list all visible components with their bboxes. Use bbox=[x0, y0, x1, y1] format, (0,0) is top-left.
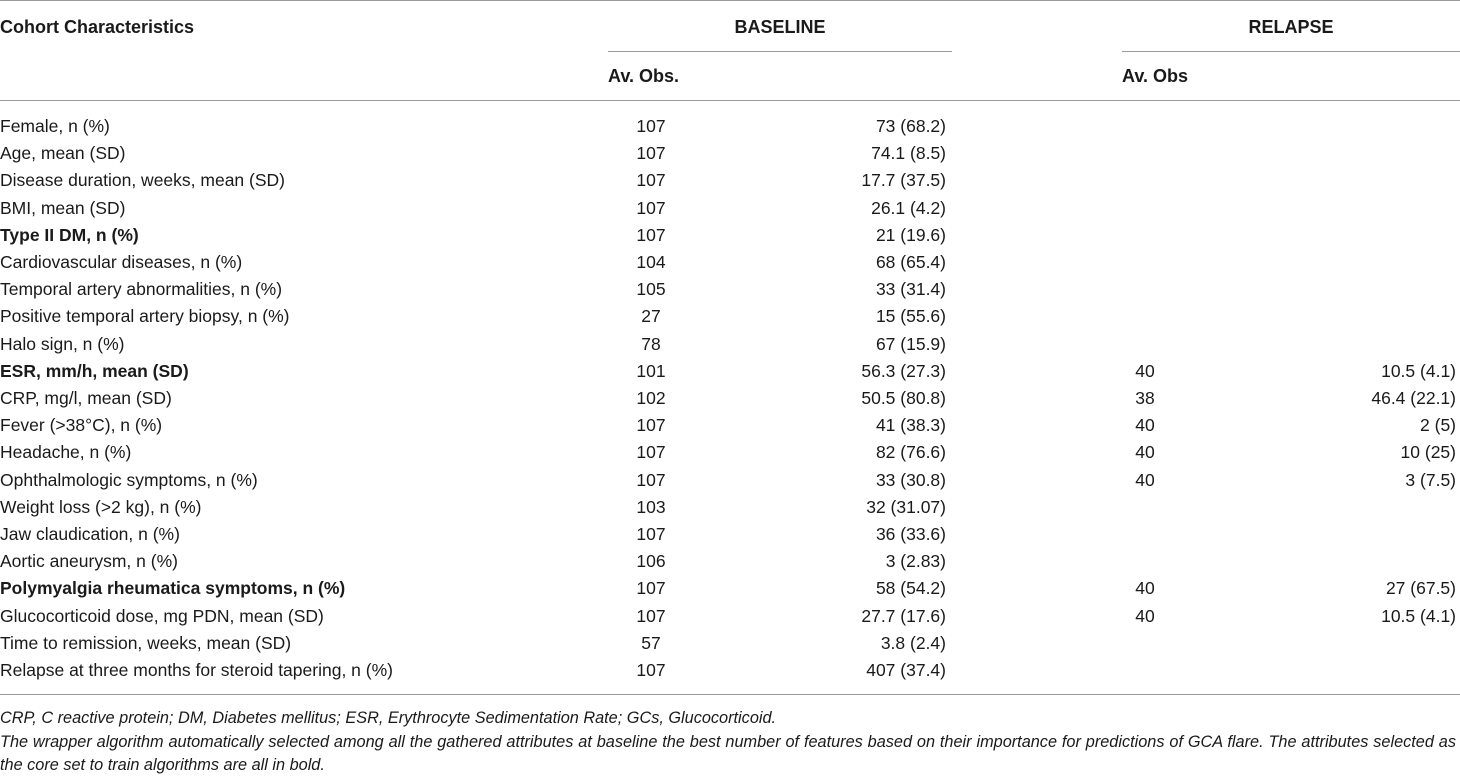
relapse-obs-cell: 40 bbox=[1135, 415, 1155, 436]
baseline-obs-cell: 107 bbox=[636, 170, 666, 191]
top-rule bbox=[0, 0, 1460, 1]
baseline-value-cell: 407 (37.4) bbox=[866, 660, 946, 680]
baseline-value-cell: 33 (30.8) bbox=[875, 469, 946, 490]
row-label: BMI, mean (SD) bbox=[0, 197, 126, 218]
baseline-obs-cell: 107 bbox=[636, 224, 666, 245]
baseline-value-cell: 21 (19.6) bbox=[875, 224, 946, 245]
header-characteristics: Cohort Characteristics bbox=[0, 17, 195, 37]
baseline-obs-cell: 104 bbox=[636, 252, 666, 272]
baseline-obs-cell: 107 bbox=[636, 415, 666, 436]
header-baseline: BASELINE bbox=[734, 17, 826, 37]
footnote-description: The wrapper algorithm automatically selected among all the gathered attributes at baseline the best number of features based on their importance for predictions of GCA flare. The attributes selected as the core set to train algorithms are all in bold. bbox=[0, 733, 1456, 774]
baseline-value-cell: 74.1 (8.5) bbox=[871, 143, 946, 164]
row-label: Polymyalgia rheumatica symptoms, n (%) bbox=[0, 578, 346, 599]
row-label: Ophthalmologic symptoms, n (%) bbox=[0, 469, 258, 490]
baseline-obs-cell: 107 bbox=[636, 524, 666, 544]
row-label: Halo sign, n (%) bbox=[0, 333, 125, 354]
baseline-obs-cell: 107 bbox=[636, 469, 666, 490]
row-label: CRP, mg/l, mean (SD) bbox=[0, 388, 172, 408]
baseline-obs-cell: 106 bbox=[636, 551, 666, 572]
relapse-value-cell: 10.5 (4.1) bbox=[1381, 360, 1456, 381]
row-label: Age, mean (SD) bbox=[0, 143, 126, 164]
baseline-value-cell: 32 (31.07) bbox=[866, 496, 946, 517]
baseline-obs-cell: 102 bbox=[636, 388, 666, 408]
row-label: Positive temporal artery biopsy, n (%) bbox=[0, 306, 290, 327]
relapse-value-cell: 10 (25) bbox=[1400, 442, 1456, 463]
row-label: Female, n (%) bbox=[0, 116, 110, 136]
baseline-value-cell: 73 (68.2) bbox=[875, 116, 946, 136]
row-label: Cardiovascular diseases, n (%) bbox=[0, 252, 243, 272]
table-bottom-rule bbox=[0, 694, 1460, 695]
relapse-value-cell: 3 (7.5) bbox=[1405, 469, 1456, 490]
baseline-value-cell: 36 (33.6) bbox=[875, 524, 946, 544]
baseline-span-rule bbox=[608, 51, 952, 52]
baseline-obs-cell: 57 bbox=[641, 632, 661, 653]
baseline-obs-cell: 107 bbox=[636, 605, 666, 626]
header-relapse-obs: Av. Obs bbox=[1122, 66, 1189, 86]
baseline-obs-cell: 105 bbox=[636, 279, 666, 300]
baseline-value-cell: 67 (15.9) bbox=[875, 333, 946, 354]
relapse-value-cell: 27 (67.5) bbox=[1385, 578, 1456, 599]
baseline-value-cell: 82 (76.6) bbox=[875, 442, 946, 463]
row-label: Jaw claudication, n (%) bbox=[0, 524, 180, 544]
header-baseline-obs: Av. Obs. bbox=[608, 66, 680, 86]
row-label: ESR, mm/h, mean (SD) bbox=[0, 360, 189, 381]
row-label: Type II DM, n (%) bbox=[0, 224, 139, 245]
baseline-obs-cell: 107 bbox=[636, 578, 666, 599]
baseline-obs-cell: 78 bbox=[641, 333, 661, 354]
row-label: Headache, n (%) bbox=[0, 442, 132, 463]
baseline-obs-cell: 103 bbox=[636, 496, 666, 517]
baseline-value-cell: 3.8 (2.4) bbox=[880, 632, 946, 653]
relapse-obs-cell: 38 bbox=[1135, 388, 1155, 408]
row-label: Time to remission, weeks, mean (SD) bbox=[0, 632, 292, 653]
baseline-obs-cell: 101 bbox=[636, 360, 666, 381]
baseline-obs-cell: 107 bbox=[636, 116, 666, 136]
baseline-value-cell: 41 (38.3) bbox=[875, 415, 946, 436]
row-label: Relapse at three months for steroid tapering, n (%) bbox=[0, 660, 393, 680]
relapse-obs-cell: 40 bbox=[1135, 578, 1155, 599]
relapse-value-cell: 2 (5) bbox=[1420, 415, 1456, 436]
relapse-obs-cell: 40 bbox=[1135, 442, 1155, 463]
relapse-obs-cell: 40 bbox=[1135, 469, 1155, 490]
baseline-value-cell: 15 (55.6) bbox=[875, 306, 946, 327]
baseline-obs-cell: 107 bbox=[636, 143, 666, 164]
footnote-abbreviations: CRP, C reactive protein; DM, Diabetes mellitus; ESR, Erythrocyte Sedimentation Rate; GCs, Glucocorticoid. bbox=[0, 709, 777, 727]
baseline-value-cell: 3 (2.83) bbox=[885, 551, 946, 572]
baseline-obs-cell: 27 bbox=[641, 306, 661, 327]
baseline-value-cell: 17.7 (37.5) bbox=[861, 170, 946, 191]
relapse-obs-cell: 40 bbox=[1135, 605, 1155, 626]
row-label: Aortic aneurysm, n (%) bbox=[0, 551, 178, 572]
baseline-obs-cell: 107 bbox=[636, 197, 666, 218]
relapse-span-rule bbox=[1122, 51, 1460, 52]
baseline-value-cell: 27.7 (17.6) bbox=[861, 605, 946, 626]
header-bottom-rule bbox=[0, 100, 1460, 101]
row-label: Disease duration, weeks, mean (SD) bbox=[0, 170, 285, 191]
row-label: Fever (>38°C), n (%) bbox=[0, 415, 163, 436]
baseline-value-cell: 56.3 (27.3) bbox=[861, 360, 946, 381]
baseline-value-cell: 50.5 (80.8) bbox=[861, 388, 946, 408]
baseline-value-cell: 58 (54.2) bbox=[875, 578, 946, 599]
relapse-value-cell: 46.4 (22.1) bbox=[1371, 388, 1456, 408]
relapse-value-cell: 10.5 (4.1) bbox=[1381, 605, 1456, 626]
row-label: Temporal artery abnormalities, n (%) bbox=[0, 279, 283, 300]
baseline-value-cell: 68 (65.4) bbox=[875, 252, 946, 272]
relapse-obs-cell: 40 bbox=[1135, 360, 1155, 381]
header-relapse: RELAPSE bbox=[1248, 17, 1334, 37]
row-label: Weight loss (>2 kg), n (%) bbox=[0, 496, 202, 517]
baseline-obs-cell: 107 bbox=[636, 442, 666, 463]
row-label: Glucocorticoid dose, mg PDN, mean (SD) bbox=[0, 605, 324, 626]
baseline-obs-cell: 107 bbox=[636, 660, 666, 680]
baseline-value-cell: 33 (31.4) bbox=[875, 279, 946, 300]
baseline-value-cell: 26.1 (4.2) bbox=[871, 197, 946, 218]
